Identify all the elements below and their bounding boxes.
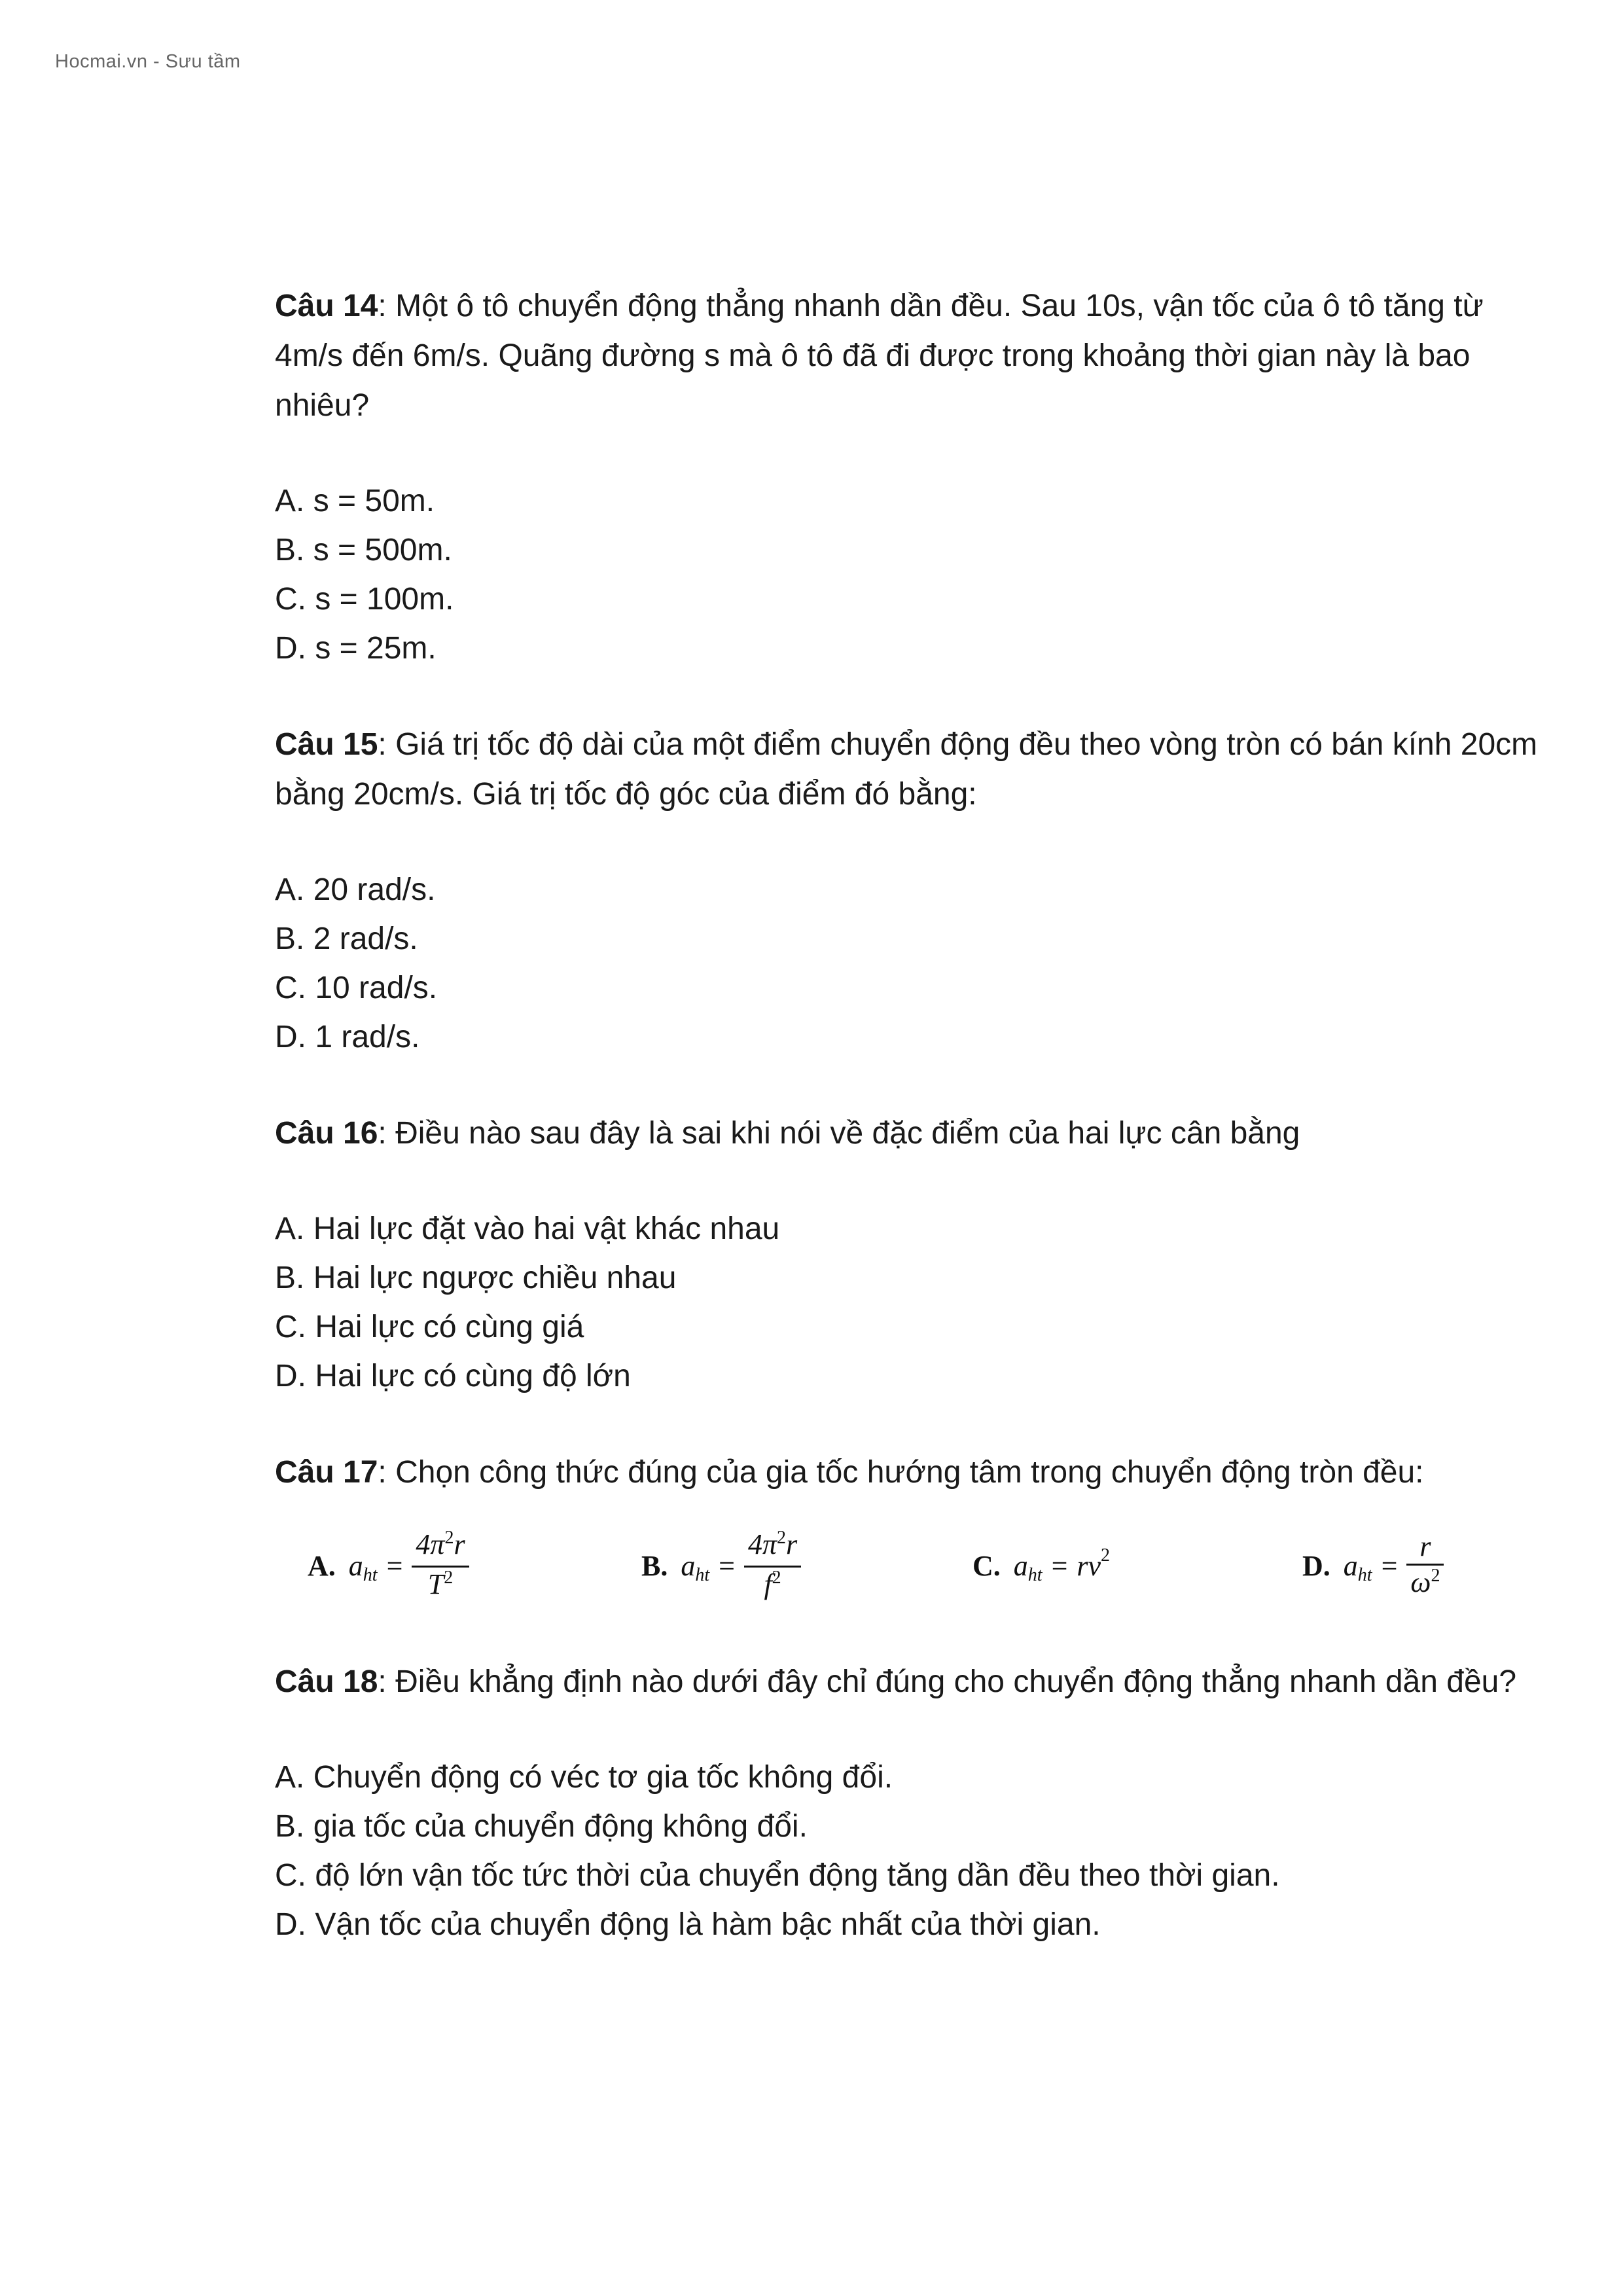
question-stem bbox=[275, 1109, 1558, 1158]
formula-options bbox=[275, 1517, 1558, 1615]
fraction bbox=[744, 1528, 801, 1605]
answer-option-a[interactable]: A. 20 rad/s. bbox=[275, 872, 436, 907]
question-16 bbox=[275, 1109, 1558, 1401]
question-text: : Chọn công thức đúng của gia tốc hướng tâm trong chuyển động tròn đều: bbox=[378, 1455, 1424, 1490]
formula-lhs: a bbox=[1013, 1550, 1028, 1582]
question-text: : Một ô tô chuyển động thẳng nhanh dần đều. Sau 10s, vận tốc của ô tô tăng từ 4m/s đến 6m/s. Quãng đường s mà ô tô đã đi được trong khoảng thời gian này là bao nhiêu? bbox=[275, 289, 1484, 423]
denominator-base: T bbox=[427, 1568, 444, 1600]
answer-option-c[interactable]: C. s = 100m. bbox=[275, 582, 454, 617]
question-stem bbox=[275, 1448, 1558, 1498]
answer-options bbox=[275, 1753, 1558, 1949]
denominator-exponent: 2 bbox=[772, 1567, 781, 1588]
question-stem bbox=[275, 720, 1558, 819]
denominator-base: f bbox=[764, 1568, 772, 1600]
equals-sign: = bbox=[719, 1550, 735, 1582]
question-number: Câu 15 bbox=[275, 727, 378, 762]
fraction-numerator bbox=[744, 1528, 801, 1566]
answer-option-b[interactable]: B. 2 rad/s. bbox=[275, 922, 418, 956]
question-18 bbox=[275, 1657, 1558, 1949]
formula-lhs: a bbox=[681, 1550, 696, 1582]
numerator-base: 4π bbox=[416, 1528, 445, 1560]
question-text: : Điều khẳng định nào dưới đây chỉ đúng cho chuyển động thẳng nhanh dần đều? bbox=[378, 1664, 1517, 1699]
formula-option-c[interactable] bbox=[972, 1517, 1110, 1615]
formula-option-b[interactable] bbox=[641, 1517, 801, 1615]
fraction-numerator bbox=[412, 1528, 469, 1566]
denominator-base: ω bbox=[1410, 1566, 1431, 1598]
question-number: Câu 16 bbox=[275, 1116, 378, 1151]
question-15 bbox=[275, 720, 1558, 1062]
formula-label: D. bbox=[1302, 1550, 1330, 1582]
fraction-numerator: r bbox=[1419, 1530, 1431, 1562]
answer-option-c[interactable]: C. 10 rad/s. bbox=[275, 971, 438, 1005]
fraction-denominator bbox=[760, 1568, 785, 1605]
question-stem bbox=[275, 281, 1558, 431]
question-number: Câu 17 bbox=[275, 1455, 378, 1490]
formula-subscript: ht bbox=[363, 1565, 378, 1585]
denominator-exponent: 2 bbox=[1431, 1565, 1440, 1586]
formula-label: A. bbox=[308, 1550, 336, 1582]
numerator-base: 4π bbox=[747, 1528, 777, 1560]
answer-option-b[interactable]: B. gia tốc của chuyển động không đổi. bbox=[275, 1809, 808, 1844]
question-number: Câu 14 bbox=[275, 289, 378, 323]
numerator-exponent: 2 bbox=[777, 1527, 787, 1548]
answer-option-a[interactable]: A. s = 50m. bbox=[275, 484, 435, 518]
source-watermark: Hocmai.vn - Sưu tầm bbox=[55, 51, 241, 72]
answer-option-a[interactable]: A. Hai lực đặt vào hai vật khác nhau bbox=[275, 1211, 780, 1246]
answer-option-d[interactable]: D. Hai lực có cùng độ lớn bbox=[275, 1359, 631, 1393]
formula-rhs: rv bbox=[1077, 1550, 1101, 1582]
formula-option-d[interactable] bbox=[1302, 1517, 1444, 1615]
equals-sign: = bbox=[386, 1550, 403, 1582]
numerator-exponent: 2 bbox=[444, 1527, 454, 1548]
formula-subscript: ht bbox=[1027, 1565, 1043, 1585]
question-text: : Điều nào sau đây là sai khi nói về đặc điểm của hai lực cân bằng bbox=[378, 1116, 1300, 1151]
answer-option-a[interactable]: A. Chuyển động có véc tơ gia tốc không đổi. bbox=[275, 1760, 893, 1795]
fraction-denominator bbox=[424, 1568, 457, 1605]
answer-option-d[interactable]: D. 1 rad/s. bbox=[275, 1020, 420, 1054]
fraction bbox=[1406, 1530, 1444, 1604]
fraction-denominator bbox=[1406, 1566, 1444, 1604]
formula-label: B. bbox=[641, 1550, 668, 1582]
answer-options bbox=[275, 865, 1558, 1062]
answer-option-c[interactable]: C. độ lớn vận tốc tức thời của chuyển động tăng dần đều theo thời gian. bbox=[275, 1858, 1280, 1893]
question-17 bbox=[275, 1448, 1558, 1615]
formula-subscript: ht bbox=[1357, 1565, 1372, 1585]
answer-option-d[interactable]: D. Vận tốc của chuyển động là hàm bậc nhất của thời gian. bbox=[275, 1907, 1101, 1942]
formula-lhs: a bbox=[348, 1550, 363, 1582]
answer-options bbox=[275, 476, 1558, 673]
rhs-exponent: 2 bbox=[1101, 1545, 1111, 1566]
question-14 bbox=[275, 281, 1558, 673]
answer-option-c[interactable]: C. Hai lực có cùng giá bbox=[275, 1310, 584, 1344]
fraction bbox=[412, 1528, 469, 1605]
answer-option-d[interactable]: D. s = 25m. bbox=[275, 631, 437, 666]
formula-subscript: ht bbox=[695, 1565, 710, 1585]
formula-option-a[interactable] bbox=[308, 1517, 469, 1615]
answer-options bbox=[275, 1204, 1558, 1401]
question-list bbox=[275, 281, 1558, 1996]
numerator-tail: r bbox=[454, 1528, 465, 1560]
numerator-tail: r bbox=[786, 1528, 798, 1560]
formula-label: C. bbox=[972, 1550, 1001, 1582]
question-text: : Giá trị tốc độ dài của một điểm chuyển động đều theo vòng tròn có bán kính 20cm bằng 20cm/s. Giá trị tốc độ góc của điểm đó bằng: bbox=[275, 727, 1538, 812]
formula-lhs: a bbox=[1343, 1550, 1358, 1582]
denominator-exponent: 2 bbox=[444, 1567, 454, 1588]
answer-option-b[interactable]: B. Hai lực ngược chiều nhau bbox=[275, 1261, 677, 1295]
question-number: Câu 18 bbox=[275, 1664, 378, 1699]
equals-sign: = bbox=[1381, 1550, 1398, 1582]
equals-sign: = bbox=[1051, 1550, 1068, 1582]
question-stem bbox=[275, 1657, 1558, 1707]
answer-option-b[interactable]: B. s = 500m. bbox=[275, 533, 452, 567]
